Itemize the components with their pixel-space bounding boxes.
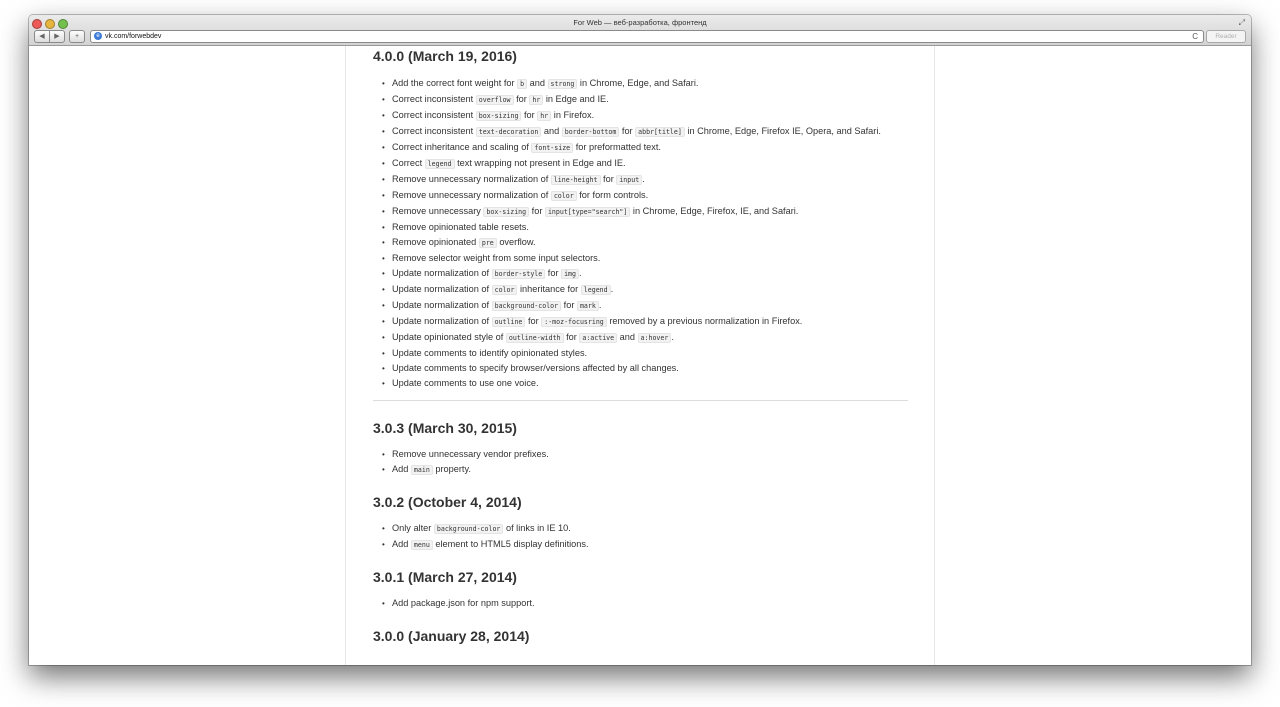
item-text: in Edge and IE. [543, 94, 609, 104]
code-snippet: img [561, 269, 579, 279]
toolbar [29, 30, 1251, 44]
changes-list [373, 76, 913, 391]
item-text: Update comments to specify browser/versions affected by all changes. [392, 363, 679, 373]
reload-icon[interactable]: C [1192, 32, 1198, 41]
list-item [373, 298, 913, 314]
item-text: Correct inconsistent [392, 94, 476, 104]
item-text: Add the correct font weight for [392, 78, 518, 88]
url-text: vk.com/forwebdev [105, 33, 162, 40]
item-text: Update comments to identify opinionated styles. [392, 348, 588, 358]
list-item [373, 172, 913, 188]
list-item [373, 447, 913, 462]
list-item [373, 251, 913, 266]
item-text: . [671, 332, 674, 342]
item-text: in Chrome, Edge, and Safari. [577, 78, 699, 88]
item-text: for [600, 174, 617, 184]
item-text: Remove selector weight from some input selectors. [392, 253, 601, 263]
item-text: Remove unnecessary normalization of [392, 190, 551, 200]
item-text: of links in IE 10. [503, 523, 571, 533]
page-viewport[interactable] [29, 46, 1251, 665]
code-snippet: menu [411, 540, 433, 550]
list-item [373, 376, 913, 391]
item-text: overflow. [496, 237, 536, 247]
list-item [373, 521, 913, 537]
item-text: for [619, 126, 636, 136]
code-snippet: mark [577, 301, 599, 311]
item-text: for [561, 300, 577, 310]
code-snippet: main [411, 465, 433, 475]
item-text: Remove opinionated table resets. [392, 222, 529, 232]
list-item [373, 108, 913, 124]
code-snippet: line-height [551, 175, 601, 185]
item-text: . [610, 284, 614, 294]
globe-icon: e [94, 32, 102, 40]
item-text: Add package.json for npm support. [392, 598, 535, 608]
code-snippet: border-style [492, 269, 546, 279]
forward-button[interactable]: ▶ [49, 30, 65, 43]
list-item [373, 156, 913, 172]
item-text: for form controls. [576, 190, 649, 200]
left-column-divider [345, 46, 346, 665]
item-text: property. [432, 464, 471, 474]
list-item [373, 204, 913, 220]
item-text: for [563, 332, 580, 342]
divider [373, 400, 908, 401]
section-heading: 4.0.0 (March 19, 2016) [373, 48, 517, 64]
item-text: Correct inconsistent [392, 110, 476, 120]
item-text: and [527, 78, 548, 88]
list-item [373, 537, 913, 553]
list-item [373, 314, 913, 330]
list-item [373, 282, 913, 298]
item-text: Remove opinionated [392, 237, 479, 247]
section-heading: 3.0.0 (January 28, 2014) [373, 628, 530, 644]
list-item [373, 220, 913, 235]
list-item [373, 596, 913, 611]
code-snippet: hr [529, 95, 543, 105]
list-item [373, 462, 913, 478]
item-text: Update normalization of [392, 316, 492, 326]
item-text: Correct inconsistent [392, 126, 476, 136]
add-bookmark-button[interactable]: + [69, 30, 85, 43]
list-item [373, 188, 913, 204]
list-item [373, 346, 913, 361]
code-snippet: hr [537, 111, 551, 121]
item-text: text wrapping not present in Edge and IE. [454, 158, 626, 168]
item-text: for preformatted text. [573, 142, 661, 152]
code-snippet: border-bottom [562, 127, 620, 137]
address-bar[interactable] [90, 30, 1204, 43]
list-item [373, 235, 913, 251]
item-text: for [545, 268, 562, 278]
item-text: Update opinionated style of [392, 332, 506, 342]
list-item [373, 361, 913, 376]
code-snippet: text-decoration [476, 127, 542, 137]
item-text: for [525, 316, 542, 326]
code-snippet: a:active [579, 333, 617, 343]
list-item [373, 76, 913, 92]
list-item [373, 124, 913, 140]
item-text: Update normalization of [392, 268, 492, 278]
title-bar [29, 15, 1251, 46]
code-snippet: overflow [476, 95, 514, 105]
code-snippet: outline-width [506, 333, 564, 343]
back-button[interactable]: ◀ [34, 30, 50, 43]
item-text: Correct [392, 158, 425, 168]
code-snippet: strong [548, 79, 578, 89]
code-snippet: input [616, 175, 642, 185]
code-snippet: box-sizing [476, 111, 522, 121]
item-text: . [598, 300, 602, 310]
item-text: in Chrome, Edge, Firefox, IE, and Safari. [630, 206, 799, 216]
item-text: Add [392, 464, 411, 474]
item-text: . [642, 174, 645, 184]
code-snippet: color [551, 191, 577, 201]
list-item [373, 330, 913, 346]
item-text: removed by a previous normalization in Firefox. [606, 316, 803, 326]
right-column-divider [934, 46, 935, 665]
list-item [373, 266, 913, 282]
section-heading: 3.0.2 (October 4, 2014) [373, 494, 522, 510]
code-snippet: a:hover [638, 333, 672, 343]
section-heading: 3.0.3 (March 30, 2015) [373, 420, 517, 436]
item-text: in Firefox. [551, 110, 595, 120]
code-snippet: legend [425, 159, 455, 169]
item-text: Correct inheritance and scaling of [392, 142, 532, 152]
code-snippet: b [517, 79, 527, 89]
window-title: For Web — веб-разработка, фронтенд [573, 18, 707, 27]
changes-list [373, 521, 913, 553]
item-text: Add [392, 539, 411, 549]
code-snippet: outline [492, 317, 526, 327]
code-snippet: background-color [434, 524, 504, 534]
code-snippet: abbr[title] [635, 127, 685, 137]
code-snippet: color [492, 285, 518, 295]
item-text: Update normalization of [392, 284, 492, 294]
list-item [373, 140, 913, 156]
fullscreen-icon[interactable]: ⤢ [1238, 18, 1245, 27]
item-text: for [513, 94, 530, 104]
changes-list [373, 596, 913, 611]
code-snippet: input[type="search"] [545, 207, 630, 217]
reader-button[interactable]: Reader [1206, 30, 1246, 43]
item-text: for [529, 206, 545, 216]
item-text: for [521, 110, 538, 120]
item-text: and [541, 126, 562, 136]
item-text: Update comments to use one voice. [392, 378, 539, 388]
code-snippet: pre [479, 238, 497, 248]
changes-list [373, 447, 913, 478]
code-snippet: :-moz-focusring [541, 317, 607, 327]
section-heading: 3.0.1 (March 27, 2014) [373, 569, 517, 585]
item-text: and [617, 332, 638, 342]
item-text: in Chrome, Edge, Firefox IE, Opera, and Safari. [684, 126, 881, 136]
item-text: . [578, 268, 582, 278]
item-text: element to HTML5 display definitions. [432, 539, 589, 549]
item-text: Only alter [392, 523, 434, 533]
code-snippet: legend [581, 285, 611, 295]
list-item [373, 92, 913, 108]
item-text: Remove unnecessary vendor prefixes. [392, 449, 549, 459]
code-snippet: background-color [492, 301, 562, 311]
item-text: Update normalization of [392, 300, 492, 310]
code-snippet: font-size [531, 143, 573, 153]
item-text: Remove unnecessary normalization of [392, 174, 551, 184]
code-snippet: box-sizing [483, 207, 529, 217]
browser-window [29, 15, 1251, 665]
item-text: inheritance for [517, 284, 581, 294]
item-text: Remove unnecessary [392, 206, 484, 216]
